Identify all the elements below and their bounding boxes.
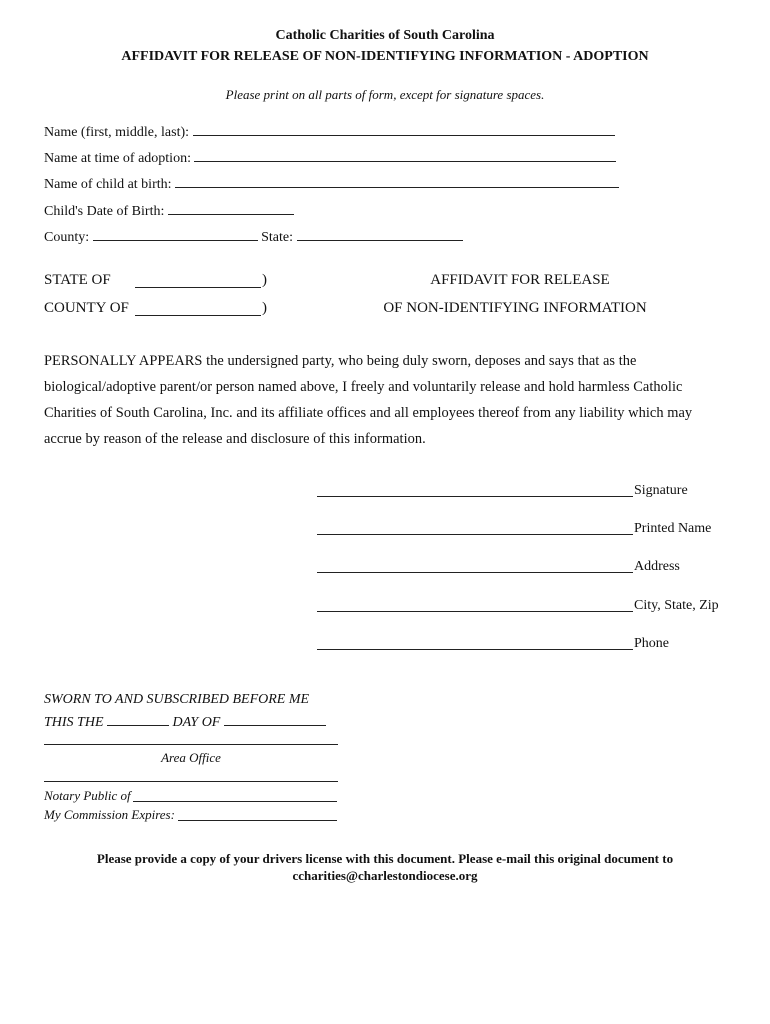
body-line-2: biological/adoptive parent/or person named above, I freely and voluntarily release and hold harmless Catholic <box>44 379 683 395</box>
county-of-label: COUNTY OF <box>44 300 129 316</box>
notary-public-label: Notary Public of <box>44 788 131 803</box>
name-at-adoption-label: Name at time of adoption: <box>44 151 191 166</box>
this-the-row <box>44 712 326 731</box>
month-input-line[interactable] <box>224 712 326 726</box>
form-instruction: Please print on all parts of form, except for signature spaces. <box>225 87 545 102</box>
state-input-line[interactable] <box>297 227 463 241</box>
county-input-line[interactable] <box>93 227 258 241</box>
county-of-row <box>44 300 129 317</box>
printed-name-label: Printed Name <box>634 521 712 536</box>
child-dob-input-line[interactable] <box>168 201 294 215</box>
day-of-label: DAY OF <box>172 715 221 730</box>
body-line-4: accrue by reason of the release and disclosure of this information. <box>44 431 426 447</box>
phone-label: Phone <box>634 636 669 651</box>
commission-row <box>44 807 175 823</box>
city-state-zip-label: City, State, Zip <box>634 598 719 613</box>
footer-email[interactable]: ccharities@charlestondiocese.org <box>292 868 478 883</box>
signature-label: Signature <box>634 483 688 498</box>
organization-name: Catholic Charities of South Carolina <box>275 28 495 43</box>
child-dob-label: Child's Date of Birth: <box>44 204 165 219</box>
child-birth-name-field <box>44 174 619 193</box>
sworn-statement: SWORN TO AND SUBSCRIBED BEFORE ME <box>44 692 310 707</box>
commission-input-line[interactable] <box>178 820 337 821</box>
state-label: State: <box>261 230 294 245</box>
affidavit-title-line2: OF NON-IDENTIFYING INFORMATION <box>383 300 647 316</box>
address-input-line[interactable] <box>317 572 633 573</box>
county-of-input-line[interactable] <box>135 302 261 316</box>
notary-signature-line[interactable] <box>44 781 338 782</box>
area-office-input-line[interactable] <box>44 744 338 745</box>
state-of-label: STATE OF <box>44 272 111 288</box>
affidavit-title-line1: AFFIDAVIT FOR RELEASE <box>430 272 610 288</box>
commission-label: My Commission Expires: <box>44 807 175 822</box>
name-input-line[interactable] <box>193 122 615 136</box>
day-input-line[interactable] <box>107 712 169 726</box>
county-of-paren: ) <box>262 300 267 316</box>
address-label: Address <box>634 559 680 574</box>
state-of-row <box>44 272 111 289</box>
name-label: Name (first, middle, last): <box>44 125 190 140</box>
child-dob-field <box>44 201 294 220</box>
name-field <box>44 122 615 141</box>
name-at-adoption-input-line[interactable] <box>194 148 616 162</box>
form-title: AFFIDAVIT FOR RELEASE OF NON-IDENTIFYING INFORMATION - ADOPTION <box>121 49 649 64</box>
printed-name-input-line[interactable] <box>317 534 633 535</box>
child-birth-name-label: Name of child at birth: <box>44 177 172 192</box>
child-birth-name-input-line[interactable] <box>175 174 619 188</box>
county-state-field <box>44 227 463 246</box>
city-state-zip-input-line[interactable] <box>317 611 633 612</box>
body-line-1: PERSONALLY APPEARS the undersigned party, who being duly sworn, deposes and says that as the <box>44 353 637 369</box>
phone-input-line[interactable] <box>317 649 633 650</box>
this-the-label: THIS THE <box>44 715 104 730</box>
area-office-label: Area Office <box>161 750 221 765</box>
state-of-input-line[interactable] <box>135 274 261 288</box>
state-of-paren: ) <box>262 272 267 288</box>
county-label: County: <box>44 230 90 245</box>
body-line-3: Charities of South Carolina, Inc. and its affiliate offices and all employees thereof from any liability which may <box>44 405 693 421</box>
footer-instruction: Please provide a copy of your drivers license with this document. Please e-mail this original document to <box>96 851 674 866</box>
notary-public-input-line[interactable] <box>133 801 337 802</box>
notary-public-row <box>44 788 131 804</box>
name-at-adoption-field <box>44 148 616 167</box>
signature-input-line[interactable] <box>317 496 633 497</box>
